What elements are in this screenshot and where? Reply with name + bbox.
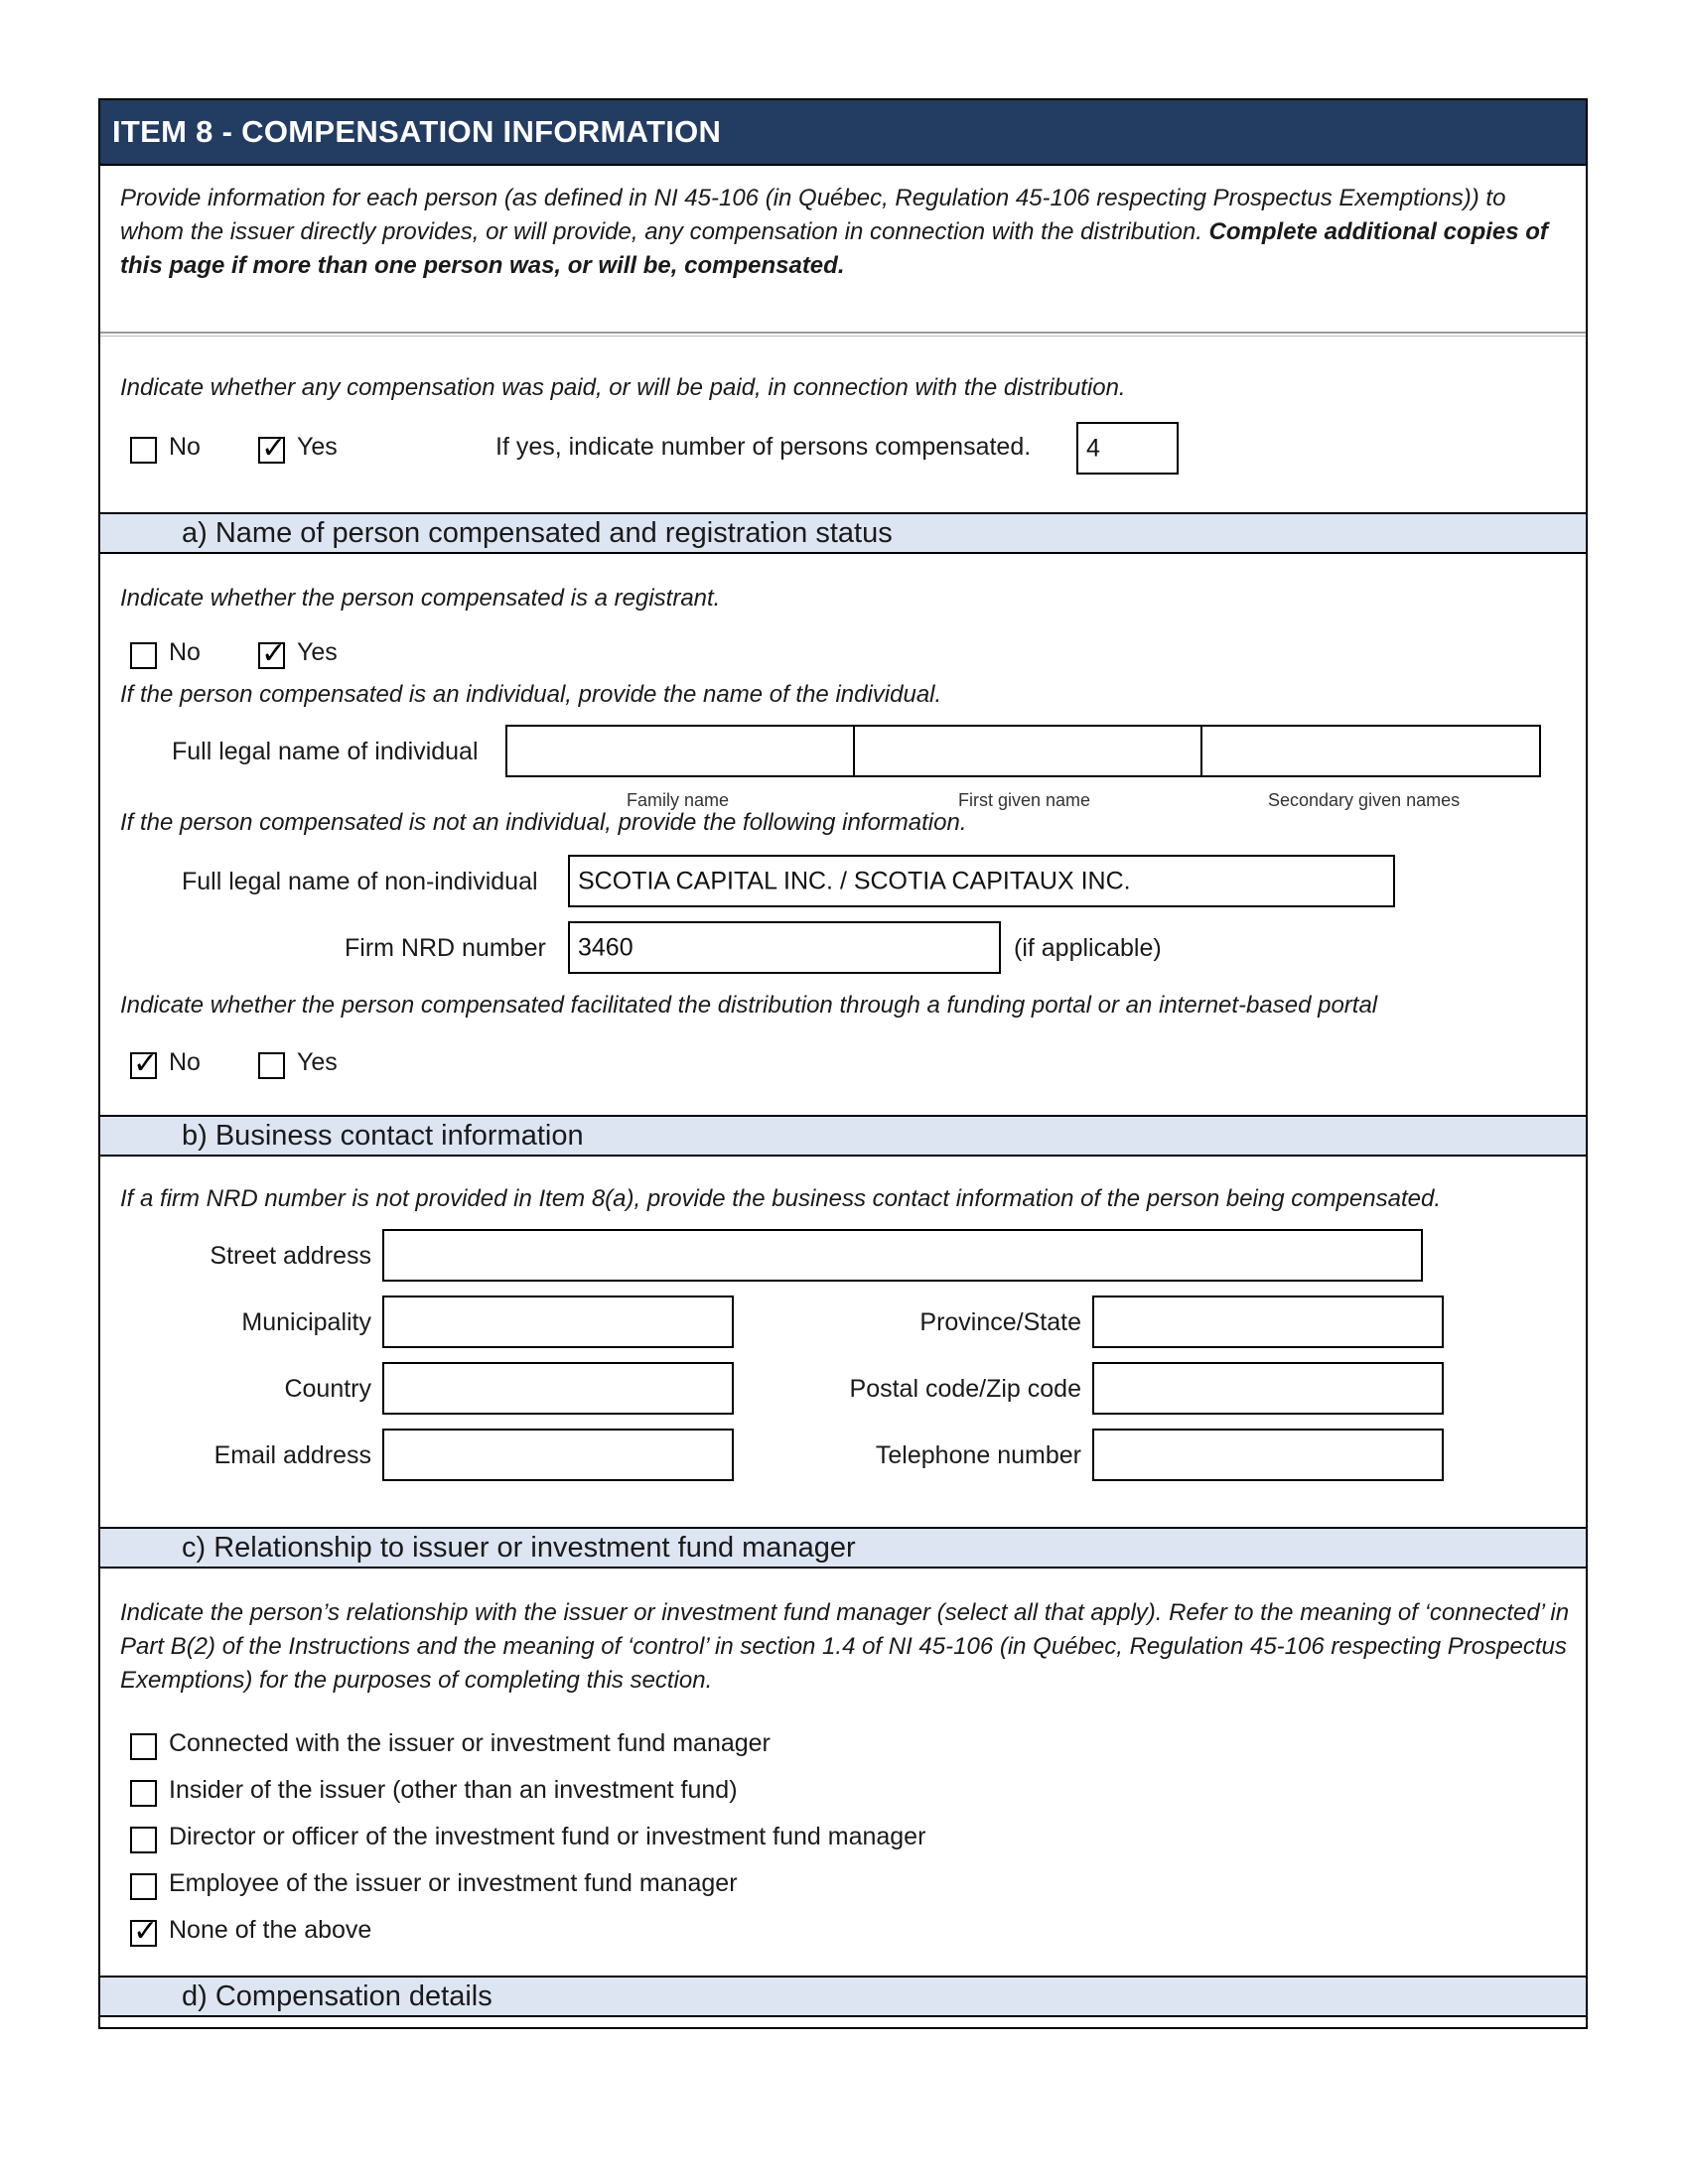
non-individual-name-value: SCOTIA CAPITAL INC. / SCOTIA CAPITAUX INC.: [578, 867, 1131, 894]
firm-nrd-suffix: (if applicable): [1014, 934, 1162, 962]
check-icon: ✓: [133, 1914, 159, 1949]
portal-no-label: No: [169, 1048, 201, 1076]
portal-yes-checkbox[interactable]: [258, 1052, 285, 1079]
non-individual-name-field[interactable]: [568, 855, 1395, 907]
email-label: Email address: [213, 1441, 371, 1469]
contact-instruction: If a firm NRD number is not provided in Item 8(a), provide the business contact information of the person being compensated.: [120, 1185, 1442, 1212]
firm-nrd-value: 3460: [578, 933, 633, 961]
portal-no-checkbox[interactable]: [130, 1046, 159, 1081]
country-label: Country: [284, 1375, 371, 1403]
section-a-title: a) Name of person compensated and registration status: [182, 517, 893, 549]
portal-question: Indicate whether the person compensated facilitated the distribution through a funding portal or an internet-based portal: [120, 992, 1378, 1019]
secondary-given-names-field[interactable]: [1200, 725, 1541, 777]
compensation-no-label: No: [169, 433, 201, 461]
relationship-director-checkbox[interactable]: [130, 1827, 157, 1853]
section-d-header: [100, 1976, 1586, 2017]
family-name-field[interactable]: [505, 725, 853, 777]
registrant-yes-label: Yes: [297, 638, 338, 666]
family-name-caption: Family name: [627, 790, 730, 810]
relationship-employee-checkbox[interactable]: [130, 1873, 157, 1900]
firm-nrd-field[interactable]: [568, 921, 1001, 974]
street-address-label: Street address: [210, 1242, 371, 1270]
postal-code-field[interactable]: [1092, 1362, 1444, 1415]
telephone-label: Telephone number: [875, 1441, 1081, 1469]
section-divider: [100, 332, 1586, 337]
province-field[interactable]: [1092, 1296, 1444, 1348]
telephone-field[interactable]: [1092, 1429, 1444, 1481]
intro-text: Provide information for each person (as defined in NI 45-106 (in Québec, Regulation 45-106 respecting Prospectus Exemptions)) to whom the issuer directly provides, or will provide, any compensation in connection with the distribution.: [120, 185, 1506, 245]
relationship-insider-checkbox[interactable]: [130, 1780, 157, 1807]
email-field[interactable]: [382, 1429, 734, 1481]
first-given-name-caption: First given name: [958, 790, 1091, 810]
registrant-question: Indicate whether the person compensated is a registrant.: [120, 585, 721, 612]
registrant-no-checkbox[interactable]: [130, 642, 157, 669]
individual-name-label: Full legal name of individual: [172, 738, 479, 765]
persons-compensated-value: 4: [1086, 434, 1100, 462]
item-header: [100, 100, 1586, 166]
relationship-insider-label: Insider of the issuer (other than an investment fund): [169, 1776, 738, 1804]
firm-nrd-label: Firm NRD number: [345, 934, 546, 962]
compensation-no-checkbox[interactable]: [130, 437, 157, 464]
individual-instruction: If the person compensated is an individual, provide the name of the individual.: [120, 681, 942, 708]
postal-code-label: Postal code/Zip code: [849, 1375, 1081, 1403]
compensation-yes-label: Yes: [297, 433, 338, 461]
section-a-header: [100, 512, 1586, 554]
compensation-form: [98, 98, 1588, 2029]
portal-yes-label: Yes: [297, 1048, 338, 1076]
non-individual-instruction: If the person compensated is not an individual, provide the following information.: [120, 809, 967, 836]
check-icon: ✓: [261, 431, 287, 466]
non-individual-name-label: Full legal name of non-individual: [182, 868, 538, 895]
section-b-title: b) Business contact information: [182, 1120, 584, 1152]
secondary-given-names-caption: Secondary given names: [1268, 790, 1461, 810]
item-title: ITEM 8 - COMPENSATION INFORMATION: [112, 114, 722, 149]
persons-compensated-label: If yes, indicate number of persons compensated.: [495, 433, 1032, 461]
section-c-title: c) Relationship to issuer or investment fund manager: [182, 1532, 856, 1564]
relationship-none-label: None of the above: [169, 1916, 372, 1944]
relationship-connected-checkbox[interactable]: [130, 1733, 157, 1760]
section-c-header: [100, 1527, 1586, 1569]
compensation-yes-checkbox[interactable]: [258, 431, 287, 466]
intro-paragraph: [120, 182, 1570, 283]
check-icon: ✓: [261, 636, 287, 671]
section-b-header: [100, 1115, 1586, 1157]
registrant-yes-checkbox[interactable]: [258, 636, 287, 671]
relationship-director-label: Director or officer of the investment fund or investment fund manager: [169, 1823, 926, 1850]
municipality-field[interactable]: [382, 1296, 734, 1348]
check-icon: ✓: [133, 1046, 159, 1081]
compensation-question: Indicate whether any compensation was paid, or will be paid, in connection with the distribution.: [120, 374, 1126, 401]
relationship-employee-label: Employee of the issuer or investment fund manager: [169, 1869, 738, 1897]
province-label: Province/State: [919, 1308, 1081, 1336]
registrant-no-label: No: [169, 638, 201, 666]
street-address-field[interactable]: [382, 1229, 1423, 1282]
municipality-label: Municipality: [241, 1308, 371, 1336]
relationship-connected-label: Connected with the issuer or investment fund manager: [169, 1729, 771, 1757]
country-field[interactable]: [382, 1362, 734, 1415]
section-d-title: d) Compensation details: [182, 1980, 492, 2012]
relationship-instruction: Indicate the person’s relationship with the issuer or investment fund manager (select all that apply). Refer to the meaning of ‘connected’ in Part B(2) of the Instructions and the meaning of ‘control’ in section 1.4 of NI 45-106 (in Québec, Regulation 45-106 respecting Prospectus Exemptions) for the purposes of completing this section.: [120, 1599, 1570, 1694]
relationship-none-checkbox[interactable]: [130, 1914, 159, 1949]
first-given-name-field[interactable]: [853, 725, 1200, 777]
intro-emphasis: Complete additional copies of this page if more than one person was, or will be, compensated.: [120, 218, 1548, 279]
persons-compensated-field[interactable]: [1076, 422, 1179, 475]
